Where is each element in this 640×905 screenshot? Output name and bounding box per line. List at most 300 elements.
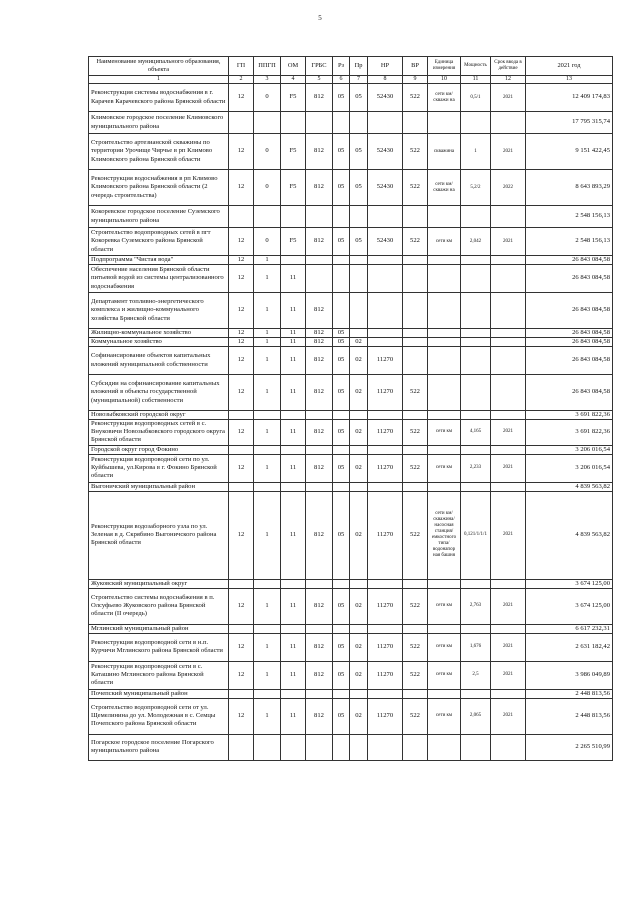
row-amount: 3 691 822,36 — [526, 411, 613, 420]
row-pr: 02 — [350, 420, 368, 446]
row-vr: 522 — [403, 633, 428, 661]
row-rz: 05 — [333, 329, 350, 338]
row-capacity: 2,5 — [461, 661, 491, 689]
row-grbs — [306, 256, 333, 265]
row-nr — [368, 624, 403, 633]
row-name: Реконструкция водопроводной сети в н.п. Курчичи Мглинского района Брянской области — [89, 633, 229, 661]
row-pr: 05 — [350, 84, 368, 112]
row-grbs — [306, 411, 333, 420]
column-number: 6 — [333, 76, 350, 84]
row-amount: 26 843 084,58 — [526, 265, 613, 293]
row-om — [281, 624, 306, 633]
row-rz — [333, 734, 350, 760]
row-om: F5 — [281, 134, 306, 170]
row-name: Жуковский муниципальный округ — [89, 579, 229, 588]
row-om — [281, 256, 306, 265]
row-term: 2021 — [491, 588, 526, 624]
row-unit: сети км — [428, 698, 461, 734]
row-capacity — [461, 624, 491, 633]
row-amount: 2 265 510,99 — [526, 734, 613, 760]
table-row — [89, 661, 613, 689]
row-capacity: 4,165 — [461, 420, 491, 446]
header-gp: ГП — [229, 57, 254, 76]
row-vr: 522 — [403, 454, 428, 482]
row-nr: 52430 — [368, 134, 403, 170]
row-unit — [428, 411, 461, 420]
row-pr — [350, 112, 368, 134]
row-vr: 522 — [403, 420, 428, 446]
row-capacity — [461, 265, 491, 293]
row-unit — [428, 445, 461, 454]
row-unit: сети км/скважи на — [428, 84, 461, 112]
row-pr: 02 — [350, 491, 368, 579]
row-vr — [403, 411, 428, 420]
row-unit — [428, 206, 461, 228]
row-om: 11 — [281, 698, 306, 734]
row-amount: 6 617 232,31 — [526, 624, 613, 633]
row-name: Выгоничский муниципальный район — [89, 482, 229, 491]
header-ppgp: ППГП — [254, 57, 281, 76]
column-number: 10 — [428, 76, 461, 84]
header-capacity: Мощность — [461, 57, 491, 76]
row-vr — [403, 445, 428, 454]
row-om — [281, 734, 306, 760]
row-unit: скважина — [428, 134, 461, 170]
row-grbs — [306, 112, 333, 134]
table-row — [89, 329, 613, 338]
row-rz: 05 — [333, 228, 350, 256]
row-term: 2021 — [491, 228, 526, 256]
row-om — [281, 689, 306, 698]
row-pr — [350, 265, 368, 293]
row-nr — [368, 112, 403, 134]
row-gp: 12 — [229, 633, 254, 661]
row-vr — [403, 293, 428, 329]
row-pr — [350, 293, 368, 329]
row-vr: 522 — [403, 84, 428, 112]
row-term — [491, 624, 526, 633]
row-capacity — [461, 482, 491, 491]
row-gp — [229, 482, 254, 491]
row-om — [281, 112, 306, 134]
row-grbs — [306, 734, 333, 760]
row-capacity — [461, 411, 491, 420]
row-pr: 02 — [350, 375, 368, 411]
row-rz — [333, 445, 350, 454]
header-om: ОМ — [281, 57, 306, 76]
table-row — [89, 698, 613, 734]
row-ppgp: 1 — [254, 375, 281, 411]
row-unit — [428, 265, 461, 293]
row-pr — [350, 689, 368, 698]
row-nr — [368, 256, 403, 265]
row-grbs: 812 — [306, 375, 333, 411]
row-ppgp — [254, 482, 281, 491]
row-capacity: 1,676 — [461, 633, 491, 661]
row-om: 11 — [281, 588, 306, 624]
table-row — [89, 633, 613, 661]
row-capacity: 0,121/1/1/1 — [461, 491, 491, 579]
row-rz — [333, 689, 350, 698]
table-row — [89, 256, 613, 265]
table-row — [89, 411, 613, 420]
row-gp — [229, 411, 254, 420]
row-amount: 3 206 016,54 — [526, 445, 613, 454]
row-unit — [428, 338, 461, 347]
row-gp — [229, 445, 254, 454]
row-unit — [428, 293, 461, 329]
row-term: 2021 — [491, 84, 526, 112]
row-pr: 05 — [350, 134, 368, 170]
row-gp — [229, 689, 254, 698]
row-amount: 2 631 182,42 — [526, 633, 613, 661]
row-nr: 11270 — [368, 420, 403, 446]
row-pr: 02 — [350, 698, 368, 734]
row-pr: 02 — [350, 661, 368, 689]
row-unit — [428, 624, 461, 633]
row-rz — [333, 256, 350, 265]
header-year: 2021 год — [526, 57, 613, 76]
row-capacity — [461, 329, 491, 338]
row-rz: 05 — [333, 698, 350, 734]
table-row — [89, 375, 613, 411]
row-pr — [350, 482, 368, 491]
row-vr — [403, 256, 428, 265]
row-name: Почепский муниципальный район — [89, 689, 229, 698]
row-rz: 05 — [333, 347, 350, 375]
row-vr — [403, 206, 428, 228]
row-name: Подпрограмма "Чистая вода" — [89, 256, 229, 265]
row-pr: 02 — [350, 347, 368, 375]
table-row — [89, 293, 613, 329]
row-vr — [403, 329, 428, 338]
row-unit — [428, 256, 461, 265]
table-row — [89, 420, 613, 446]
table-row — [89, 734, 613, 760]
row-amount: 2 548 156,13 — [526, 228, 613, 256]
row-ppgp: 1 — [254, 265, 281, 293]
row-amount: 3 986 049,89 — [526, 661, 613, 689]
row-ppgp: 1 — [254, 588, 281, 624]
row-nr: 11270 — [368, 491, 403, 579]
row-gp: 12 — [229, 375, 254, 411]
row-nr — [368, 329, 403, 338]
row-capacity: 0,5/1 — [461, 84, 491, 112]
row-rz: 05 — [333, 170, 350, 206]
row-nr — [368, 734, 403, 760]
row-grbs — [306, 206, 333, 228]
row-name: Строительство водопроводных сетей в пгт Кокоревка Суземского района Брянской области — [89, 228, 229, 256]
row-nr — [368, 445, 403, 454]
row-gp — [229, 112, 254, 134]
row-ppgp — [254, 112, 281, 134]
row-pr — [350, 734, 368, 760]
row-capacity — [461, 112, 491, 134]
row-amount: 26 843 084,58 — [526, 256, 613, 265]
row-amount: 3 674 125,00 — [526, 588, 613, 624]
table-row — [89, 112, 613, 134]
row-term — [491, 256, 526, 265]
row-ppgp — [254, 411, 281, 420]
row-om — [281, 579, 306, 588]
row-rz: 05 — [333, 454, 350, 482]
row-ppgp: 1 — [254, 420, 281, 446]
row-gp: 12 — [229, 588, 254, 624]
row-rz: 05 — [333, 633, 350, 661]
row-capacity — [461, 293, 491, 329]
row-grbs: 812 — [306, 170, 333, 206]
row-ppgp: 1 — [254, 347, 281, 375]
row-rz — [333, 293, 350, 329]
row-nr: 11270 — [368, 347, 403, 375]
row-pr: 05 — [350, 170, 368, 206]
row-amount: 26 843 084,58 — [526, 347, 613, 375]
row-pr — [350, 579, 368, 588]
row-om: 11 — [281, 293, 306, 329]
table-row — [89, 624, 613, 633]
row-name: Обеспечение населения Брянской области питьевой водой из системы централизованного водоснабжения — [89, 265, 229, 293]
row-rz — [333, 482, 350, 491]
row-capacity — [461, 338, 491, 347]
table-row — [89, 579, 613, 588]
row-term — [491, 375, 526, 411]
row-nr: 11270 — [368, 698, 403, 734]
row-capacity: 1 — [461, 134, 491, 170]
row-nr — [368, 579, 403, 588]
row-gp: 12 — [229, 293, 254, 329]
row-term — [491, 329, 526, 338]
row-capacity — [461, 689, 491, 698]
row-gp — [229, 624, 254, 633]
row-capacity — [461, 347, 491, 375]
row-name: Кокоревское городское поселение Суземского муниципального района — [89, 206, 229, 228]
row-name: Новозыбковский городской округ — [89, 411, 229, 420]
row-ppgp: 1 — [254, 256, 281, 265]
column-number: 7 — [350, 76, 368, 84]
row-unit — [428, 734, 461, 760]
row-unit — [428, 482, 461, 491]
column-number: 5 — [306, 76, 333, 84]
row-pr: 02 — [350, 454, 368, 482]
table-row — [89, 445, 613, 454]
row-name: Реконструкция водоснабжения в рп Климово Климовского района Брянской области (2 очередь строительства) — [89, 170, 229, 206]
row-grbs: 812 — [306, 588, 333, 624]
row-om: 11 — [281, 454, 306, 482]
row-name: Реконструкция водопроводной сети в с. Каташино Мглинского района Брянской области — [89, 661, 229, 689]
row-nr: 11270 — [368, 588, 403, 624]
row-grbs — [306, 265, 333, 293]
row-nr: 52430 — [368, 170, 403, 206]
row-nr — [368, 265, 403, 293]
row-grbs: 812 — [306, 633, 333, 661]
row-grbs: 812 — [306, 491, 333, 579]
table-row — [89, 491, 613, 579]
row-om — [281, 206, 306, 228]
row-nr — [368, 689, 403, 698]
row-grbs: 812 — [306, 347, 333, 375]
row-rz: 05 — [333, 661, 350, 689]
row-gp: 12 — [229, 454, 254, 482]
page-number: 5 — [318, 14, 322, 22]
row-term — [491, 411, 526, 420]
row-rz — [333, 206, 350, 228]
row-gp: 12 — [229, 661, 254, 689]
table-row — [89, 454, 613, 482]
row-om: 11 — [281, 491, 306, 579]
row-rz: 05 — [333, 491, 350, 579]
row-term — [491, 347, 526, 375]
row-term: 2021 — [491, 698, 526, 734]
header-vr: ВР — [403, 57, 428, 76]
row-capacity — [461, 445, 491, 454]
table-row — [89, 265, 613, 293]
row-ppgp: 1 — [254, 338, 281, 347]
row-pr: 02 — [350, 633, 368, 661]
row-rz — [333, 265, 350, 293]
row-amount: 26 843 084,58 — [526, 338, 613, 347]
row-om — [281, 445, 306, 454]
row-nr: 52430 — [368, 84, 403, 112]
row-rz: 05 — [333, 588, 350, 624]
row-vr — [403, 338, 428, 347]
row-name: Климовское городское поселение Климовского муниципального района — [89, 112, 229, 134]
row-rz — [333, 112, 350, 134]
row-amount: 2 448 813,56 — [526, 689, 613, 698]
row-rz: 05 — [333, 84, 350, 112]
row-om — [281, 411, 306, 420]
row-term — [491, 445, 526, 454]
row-gp — [229, 579, 254, 588]
row-grbs: 812 — [306, 329, 333, 338]
row-grbs: 812 — [306, 420, 333, 446]
row-unit — [428, 689, 461, 698]
row-term — [491, 579, 526, 588]
row-term: 2021 — [491, 491, 526, 579]
column-number: 2 — [229, 76, 254, 84]
row-grbs: 812 — [306, 84, 333, 112]
row-term — [491, 482, 526, 491]
row-term: 2021 — [491, 661, 526, 689]
row-unit: сети км — [428, 661, 461, 689]
row-term — [491, 689, 526, 698]
row-term: 2021 — [491, 633, 526, 661]
row-name: Городской округ город Фокино — [89, 445, 229, 454]
row-pr — [350, 445, 368, 454]
row-name: Строительство артезианской скважины по территории Урочище Чирчье в рп Климово Климовского района Брянской области — [89, 134, 229, 170]
row-ppgp — [254, 734, 281, 760]
row-ppgp: 1 — [254, 329, 281, 338]
header-row — [89, 57, 613, 76]
row-nr: 52430 — [368, 228, 403, 256]
row-ppgp: 1 — [254, 633, 281, 661]
column-number: 11 — [461, 76, 491, 84]
column-number: 3 — [254, 76, 281, 84]
row-amount: 3 674 125,00 — [526, 579, 613, 588]
row-vr — [403, 734, 428, 760]
row-unit — [428, 112, 461, 134]
row-pr — [350, 624, 368, 633]
row-om: 11 — [281, 633, 306, 661]
row-term — [491, 734, 526, 760]
row-pr — [350, 206, 368, 228]
row-om — [281, 482, 306, 491]
row-term: 2021 — [491, 420, 526, 446]
row-gp: 12 — [229, 134, 254, 170]
row-amount: 8 643 893,29 — [526, 170, 613, 206]
row-name: Жилищно-коммунальное хозяйство — [89, 329, 229, 338]
row-capacity — [461, 256, 491, 265]
header-grbs: ГРБС — [306, 57, 333, 76]
row-vr: 522 — [403, 661, 428, 689]
row-grbs — [306, 689, 333, 698]
row-amount: 4 839 563,82 — [526, 491, 613, 579]
row-name: Софинансирование объектов капитальных вложений муниципальной собственности — [89, 347, 229, 375]
row-grbs — [306, 624, 333, 633]
row-amount: 26 843 084,58 — [526, 293, 613, 329]
row-name: Реконструкция водопроводной сети по ул. Куйбышева, ул.Кирова в г. Фокино Брянской области — [89, 454, 229, 482]
row-vr: 522 — [403, 228, 428, 256]
row-rz — [333, 579, 350, 588]
row-vr — [403, 265, 428, 293]
row-grbs: 812 — [306, 454, 333, 482]
row-ppgp — [254, 624, 281, 633]
row-om: F5 — [281, 170, 306, 206]
row-ppgp: 1 — [254, 454, 281, 482]
row-rz — [333, 624, 350, 633]
row-pr — [350, 329, 368, 338]
row-capacity: 2,042 — [461, 228, 491, 256]
row-om: 11 — [281, 265, 306, 293]
table-row — [89, 228, 613, 256]
row-amount: 4 839 563,82 — [526, 482, 613, 491]
row-om: F5 — [281, 84, 306, 112]
row-term: 2022 — [491, 170, 526, 206]
column-number: 9 — [403, 76, 428, 84]
row-nr: 11270 — [368, 375, 403, 411]
row-pr — [350, 256, 368, 265]
row-grbs: 812 — [306, 661, 333, 689]
row-ppgp: 0 — [254, 228, 281, 256]
row-gp: 12 — [229, 491, 254, 579]
row-gp: 12 — [229, 420, 254, 446]
row-grbs: 812 — [306, 338, 333, 347]
row-vr — [403, 689, 428, 698]
row-rz: 05 — [333, 134, 350, 170]
row-term — [491, 265, 526, 293]
table-row — [89, 134, 613, 170]
column-number: 1 — [89, 76, 229, 84]
row-capacity — [461, 579, 491, 588]
row-nr — [368, 206, 403, 228]
row-term — [491, 293, 526, 329]
row-gp: 12 — [229, 256, 254, 265]
row-amount: 26 843 084,58 — [526, 329, 613, 338]
row-ppgp: 1 — [254, 661, 281, 689]
row-gp — [229, 206, 254, 228]
row-gp: 12 — [229, 329, 254, 338]
row-amount: 26 843 084,58 — [526, 375, 613, 411]
row-grbs: 812 — [306, 134, 333, 170]
row-rz: 05 — [333, 375, 350, 411]
row-om: 11 — [281, 420, 306, 446]
budget-table — [88, 56, 613, 761]
row-capacity: 2,233 — [461, 454, 491, 482]
row-ppgp: 0 — [254, 84, 281, 112]
row-vr: 522 — [403, 170, 428, 206]
table-row — [89, 170, 613, 206]
row-capacity — [461, 734, 491, 760]
row-name: Субсидии на софинансирование капитальных вложений в объекты государственной (муниципальной) собственности — [89, 375, 229, 411]
